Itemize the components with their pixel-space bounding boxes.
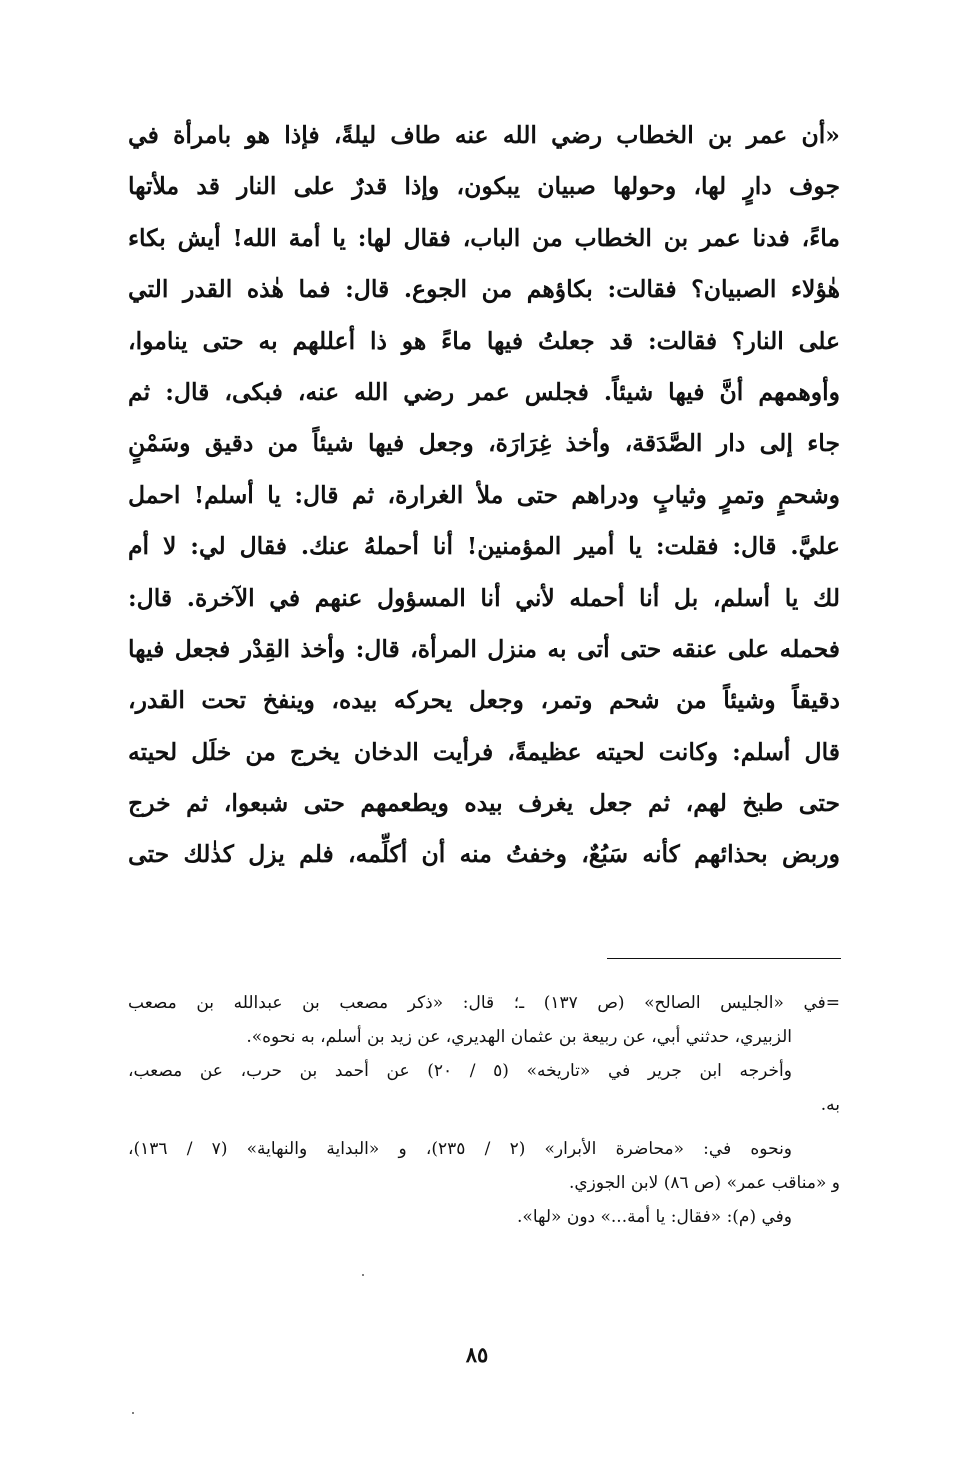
main-text-line: ماءً، فدنا عمر بن الخطاب من الباب، فقال لها: يا أمة الله! أيش بكاء	[128, 223, 840, 252]
scan-speck	[362, 1274, 364, 1276]
main-text-line: لك يا أسلم، بل أنا أحمله لأني أنا المسؤول عنهم في الآخرة. قال:	[128, 583, 840, 612]
main-text-line: جاء إلى دار الصَّدَقة، وأخذ غِرَارَة، وجعل فيها شيئاً من دقيق وسَمْنٍ	[128, 429, 840, 458]
main-text-line: «أن عمر بن الخطاب رضي الله عنه طاف ليلةً، فإذا هو بامرأة في	[128, 121, 840, 149]
main-text-line: فحمله على عنقه حتى أتى به منزل المرأة، قال: وأخذ القِدْر فجعل فيها	[128, 634, 840, 663]
main-text-line: على النار؟ فقالت: قد جعلتُ فيها ماءً هو ذا أعللهم به حتى يناموا،	[128, 326, 840, 355]
footnote-line: وأخرجه ابن جرير في «تاريخه» (٥ / ٢٠) عن أحمد بن حرب، عن مصعب،	[128, 1061, 792, 1081]
main-text-line: هٰؤلاء الصبيان؟ فقالت: بكاؤهم من الجوع. قال: فما هٰذه القدر التي	[128, 275, 840, 304]
main-text-line: وأوهمهم أنَّ فيها شيئاً. فجلس عمر رضي الله عنه، فبكى، قال: ثم	[128, 377, 840, 406]
main-text-line: وربض بحذائهم كأنه سَبُعٌ، وخفتُ منه أن أكلِّمه، فلم يزل كذٰلك حتى	[128, 840, 840, 869]
footnote-line: به.	[820, 1095, 840, 1115]
footnote-line: وفي (م): «فقال: يا أمة...» دون «لها».	[517, 1207, 792, 1227]
footnote-line: الزبيري، حدثني أبي، عن ربيعة بن عثمان الهديري، عن زيد بن أسلم، به نحوه».	[246, 1027, 792, 1047]
main-text-line: قال أسلم: وكانت لحيته عظيمةً، فرأيت الدخان يخرج من خلَل لحيته	[128, 737, 840, 766]
main-text-line: عليَّ. قال: فقلت: يا أمير المؤمنين! أنا أحملهُ عنك. فقال لي: لا أم	[128, 532, 840, 561]
page-number: ٨٥	[465, 1342, 489, 1367]
footnote-line: =في «الجليس الصالح» (ص ١٣٧) ـ؛ قال: «ذكر مصعب بن عبدالله بن مصعب	[128, 993, 840, 1013]
scan-speck	[132, 1412, 134, 1414]
main-text-block	[128, 110, 840, 881]
main-text-line: وشحمٍ وتمرٍ وثيابٍ ودراهم حتى ملأ الغرارة، ثم قال: يا أسلم! احمل	[128, 480, 840, 509]
footnotes-block	[128, 986, 840, 1234]
footnote-line: و «مناقب عمر» (ص ٨٦) لابن الجوزي.	[568, 1173, 840, 1193]
main-text-line: دقيقاً وشيئاً من شحم وتمر، وجعل يحركه بيده، وينفخ تحت القدر،	[128, 686, 840, 715]
footnote-line: ونحوه في: «محاضرة الأبرار» (٢ / ٢٣٥)، و «البداية والنهاية» (٧ / ١٣٦)،	[128, 1139, 793, 1159]
main-text-line: جوف دارٍ لها، وحولها صبيان يبكون، وإذا قدرٌ على النار قد ملأتها	[128, 172, 840, 201]
footnote-separator	[607, 958, 841, 959]
main-text-line: حتى طبخ لهم، ثم جعل يغرف بيده ويطعمهم حتى شبعوا، ثم خرج	[128, 789, 840, 818]
